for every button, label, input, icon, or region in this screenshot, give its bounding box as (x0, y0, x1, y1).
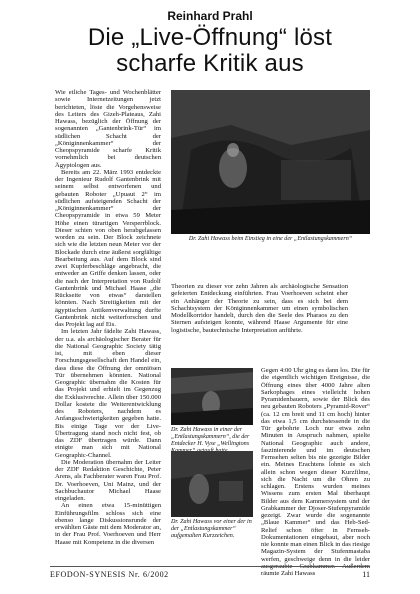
photo-wellington-chamber (171, 368, 253, 425)
text-column-middle (171, 283, 348, 365)
chamber-photo-graphic (171, 90, 370, 234)
photo-painted-marks (171, 451, 253, 517)
text-column-left (55, 89, 161, 557)
title-line-1: Die „Live-Öffnung“ löst (87, 24, 333, 51)
caption-small-photo-2: Dr. Zahi Hawass vor einer der in der „Entlastungskammer“ aufgemalten Kurzzeichen. (171, 519, 252, 539)
page-number: 11 (362, 570, 370, 579)
caption-small-photo-1: Dr. Zahi Hawass in einer der „Entlastungskammern“, die der Entdecker H. Vyse „Wellingtons (171, 427, 250, 447)
paragraph: Theorien zu dieser vor zehn Jahren als archäologische Sensation gefeierten Entdeckung einführten. Frau Voerhoeven scheint eher ein Anhänger der Theorie zu sein, dass es sich bei dem Schachtsystem der Königinnenkammer um einen symbolischen Modellkorridor handelt, durch den die Seele des Pharaos zu den Sternen aufsteigen konnte, während Haase Argumente für eine logistische, bautechnische Interpretation anführte. (171, 283, 348, 334)
photo-pyramid-chamber (171, 90, 370, 234)
title-line-2: scharfe Kritik aus (116, 50, 304, 77)
marks-photo-graphic (171, 451, 253, 517)
text-column-right (261, 367, 370, 577)
paragraph: An einen etwa 15-minüttigen Einführungsfilm schloss sich eine ebenso lange Diskussionsrunde der erwählten Gäste mit dem Moderator an, in der Frau Prof. Voerhoeven und Herr Haase mit Kompetenz in die diversen (55, 502, 161, 546)
footer-rule (50, 566, 370, 567)
paragraph: Wie etliche Tages- und Wochenblätter sowie Internetzeitungen jetzt berichteten, löste die Vorgehensweise des Leiters des Gizeh-Plateaus, Zahi Hawass, bezüglich der Öffnung der sogenannten „Gantenbrink-Tür“ im südlichen Schacht der „Königinnenkammer“ der Cheopspyramide scharfe Kritik vornehmlich bei deutschen Ägyptologen aus. (55, 89, 161, 169)
paragraph: Im letzten Jahr fädelte Zahi Hawass, der u.a. als archäologischer Berater für die National Geographic Society tätig ist, mit eben dieser Forschungsgesellschaft den Handel ein, dass diese die Öffnung der omniösen Tür übernehmen könnten. National Geographic übernahm die Kosten für das Projekt und erhielt im Gegenzug die Exklusivrechte. Allein über 150.000 Dollar kostete die Weiterentwicklung des Roboters, nachdem es Anfangsschwierigkeiten gegeben hatte. Bis einige Tage vor der Live-Übertragung stand noch nicht fest, ob das ZDF übertragen würde. Dann einigte man sich mit National Geographic-Channel. (55, 328, 161, 459)
paragraph: Gegen 4:00 Uhr ging es dann los. Die für die eigentlich wichtigen Ereignisse, die Öffnung eines über 4000 Jahre alten Sarkophages eines vielleicht hohen Pyramidenbauern, sowie der Blick des neu gebauten Roboters „Pyramid-Rover“ (ca. 12 cm breit und 11 cm hoch) hinter das etwa 1,5 cm durchstessende in die Tür gebohrte Loch nur etwa zehn Minuten in Anspruch nahmen, spielte National Geographic auch andere, faszinierende und im deutschen Fernsehen selten bis nie gezeigte Bilder ein. Meines Erachtens lohnte es sich allein schon wegen dieser Kurzfilme, sich die Nacht um die Ohren zu schlagen. Erstens wurden meines Wissens zum ersten Mal überhaupt Bilder aus dem Kammersystem und der Grabkammer der Djoser-Stufenpyramide gezeigt. Zwar wurde die sogenannte „Blaue Kammer“ und das Heb-Sed-Relief schon öfter in Fernseh-Dokumentationen eingebaut, aber noch nie konnte man einen Blick in das riesige Magazin-System der Stufenmastaba werfen, geschweige denn in die leider ausgeraubte Grabkammer. Außerdem räumte Zahi Hawass (261, 367, 370, 577)
footer-publication: EFODON-SYNESIS Nr. 6/2002 (50, 570, 169, 579)
wellington-photo-graphic (171, 368, 253, 425)
article-title (0, 25, 420, 77)
article-author: Reinhard Prahl (167, 9, 253, 23)
paragraph: Bereits am 22. März 1993 entdeckte der Ingenieur Rudolf Gantenbrink mit seinem selbst entworfenen und gebauten Roboter „Upuaut 2“ im südlichen aufsteigenden Schacht der „Königinnenkammer“ der Cheopspyramide in etwa 59 Meter Höhe einen türartigen Versperrblock. Dieser schien von oben herabgelassen worden zu sein. Der Block zeichnete sich wie die letzten neun Meter vor der Blockade durch eine äußerst sorgfältige Bearbeitung aus. Auf dem Block sind zwei Kupferbeschläge angebracht, die entweder an Griffe denken lassen, oder die nach der Interpretation von Rudolf Gantenbrink und Michael Haase „die Rückseite von etwas“ darstellen könnten. Nach Streitigkeiten mit der ägyptischen Antikenverwaltung durfte Gantenbrink nicht weiterforschen und das Projekt lag auf Eis. (55, 168, 161, 328)
paragraph: Die Moderation übernahm der Leiter der ZDF Redaktion Geschichte, Peter Arens, als Fachberater waren Frau Prof. Dr. Voerhoeven, Uni Mainz, und der Sachbuchautor Michael Haase eingeladen. (55, 458, 161, 502)
caption-main-photo: Dr. Zahi Hawass beim Einstieg in eine der „Entlastungskammern“ (188, 236, 353, 242)
